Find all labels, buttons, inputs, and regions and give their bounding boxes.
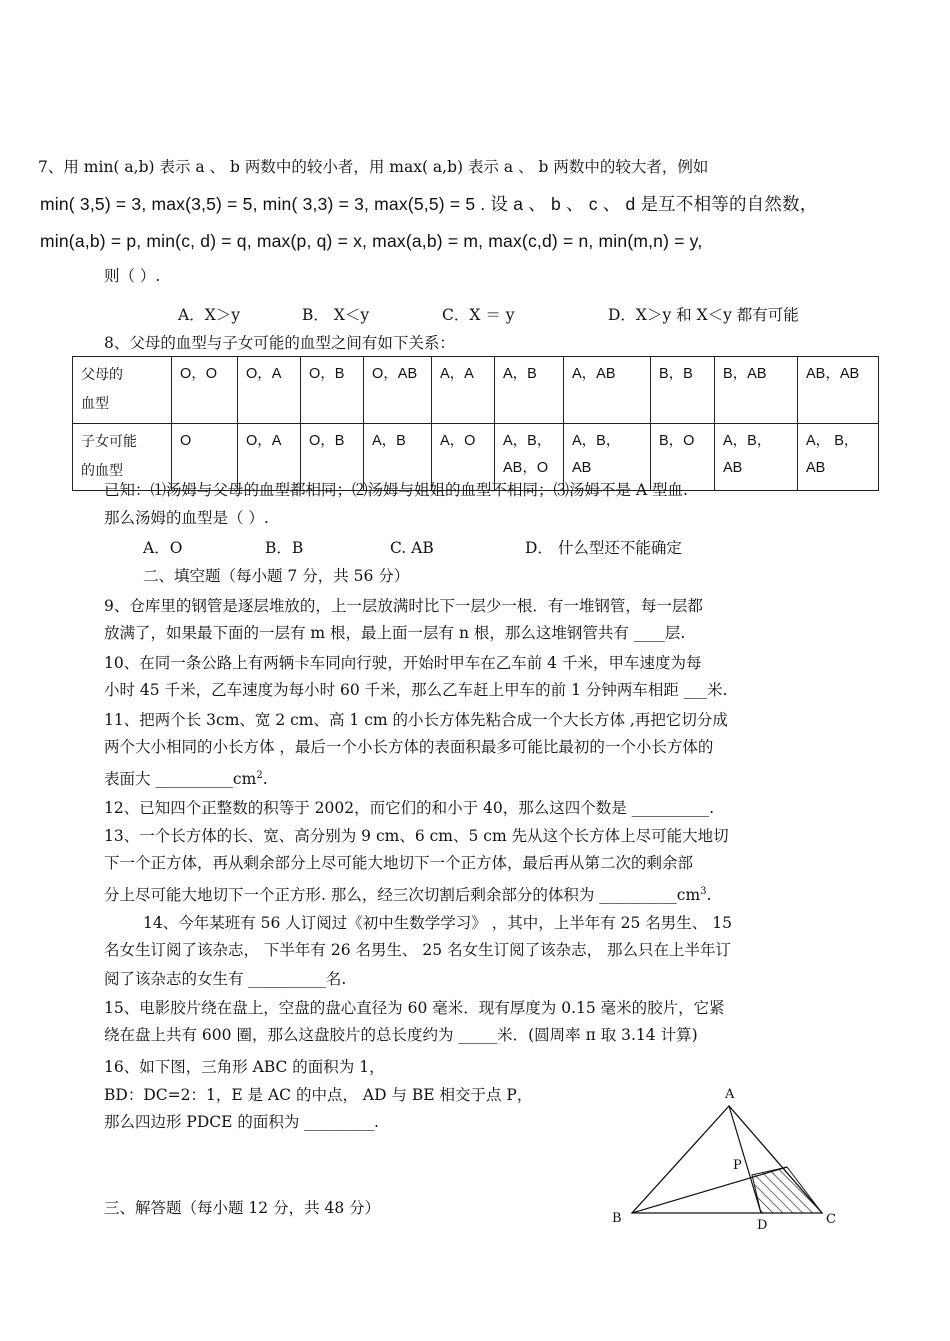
q8-question: 那么汤姆的血型是（ ）. bbox=[104, 509, 269, 527]
q11-line3 bbox=[104, 766, 268, 789]
q7-option-c: C．X ＝ y bbox=[442, 306, 515, 324]
q13-line1: 13、一个长方体的长、宽、高分别为 9 cm、6 cm、5 cm 先从这个长方体上尽可能大地切 bbox=[104, 827, 729, 845]
q13-end: . bbox=[706, 886, 712, 905]
q8-option-b: B．B bbox=[265, 539, 304, 557]
q7-line4: 则（ ）. bbox=[104, 267, 161, 285]
row-header-parents: 父母的 血型 bbox=[73, 357, 172, 424]
parents-cell: A，B bbox=[495, 357, 564, 424]
parents-cell: A，A bbox=[432, 357, 495, 424]
q7-line3: min(a,b) = p, min(c, d) = q, max(p, q) = x, max(a,b) = m, max(c,d) = n, min(m,n) = y, bbox=[40, 231, 703, 251]
row-header-children: 子女可能 的血型 bbox=[73, 424, 172, 491]
q7-option-d: D．X＞y 和 X＜y 都有可能 bbox=[608, 306, 799, 324]
section2-title: 二、填空题（每小题 7 分，共 56 分） bbox=[143, 567, 410, 585]
q9-line2: 放满了，如果最下面的一层有 m 根，最上面一层有 n 根，那么这堆钢管共有 ____层. bbox=[104, 624, 686, 642]
children-cell: O bbox=[172, 424, 238, 491]
q10-line1: 10、在同一条公路上有两辆卡车同向行驶，开始时甲车在乙车前 4 千米，甲车速度为每 bbox=[104, 654, 702, 672]
q12-line1: 12、已知四个正整数的积等于 2002，而它们的和小于 40，那么这四个数是 __________. bbox=[104, 799, 715, 817]
label-c: C bbox=[826, 1212, 836, 1227]
children-cell: O，B bbox=[301, 424, 364, 491]
parents-cell: B，AB bbox=[715, 357, 798, 424]
q11-line1: 11、把两个长 3cm、宽 2 cm、高 1 cm 的小长方体先粘合成一个大长方体 ,再把它切分成 bbox=[104, 711, 728, 729]
q8-intro: 8、父母的血型与子女可能的血型之间有如下关系： bbox=[104, 334, 455, 352]
q11-line2: 两个大小相同的小长方体 ，最后一个小长方体的表面积最多可能比最初的一个小长方体的 bbox=[104, 738, 714, 756]
children-cell: A，B， AB bbox=[564, 424, 651, 491]
q16-line2: BD：DC=2：1，E 是 AC 的中点， AD 与 BE 相交于点 P， bbox=[104, 1086, 533, 1104]
parents-cell: O，B bbox=[301, 357, 364, 424]
q8-known: 已知：⑴汤姆与父母的血型都相同；⑵汤姆与姐姐的血型不相同；⑶汤姆不是 A 型血. bbox=[104, 481, 688, 499]
q8-option-d: D． 什么型还不能确定 bbox=[525, 539, 682, 557]
q13-exponent: 3 bbox=[700, 886, 707, 897]
q7-line1: 7、用 min( a,b) 表示 a 、 b 两数中的较小者，用 max( a,b) 表示 a 、 b 两数中的较大者，例如 bbox=[38, 158, 709, 176]
q14-line3: 阅了该杂志的女生有 __________名. bbox=[104, 970, 347, 988]
q7-option-b: B． X＜y bbox=[302, 306, 370, 324]
children-cell: B，O bbox=[651, 424, 715, 491]
q13-line2: 下一个正方体，再从剩余部分上尽可能大地切下一个正方体，最后再从第二次的剩余部 bbox=[104, 854, 694, 872]
q16-line1: 16、如下图，三角形 ABC 的面积为 1， bbox=[104, 1058, 385, 1076]
q11-exponent: 2 bbox=[256, 770, 263, 781]
children-cell: A， B， AB bbox=[798, 424, 879, 491]
children-cell: A，O bbox=[432, 424, 495, 491]
table-row-parents bbox=[73, 357, 879, 424]
q14-line2: 名女生订阅了该杂志， 下半年有 26 名男生、 25 名女生订阅了该杂志， 那么只在上半年订 bbox=[104, 941, 732, 959]
parents-cell: B，B bbox=[651, 357, 715, 424]
children-cell: A，B bbox=[364, 424, 432, 491]
q11-end: . bbox=[262, 770, 268, 789]
q7-option-a: A．X＞y bbox=[178, 306, 240, 324]
q14-line1: 14、今年某班有 56 人订阅过《初中生数学学习》 ，其中，上半年有 25 名男生、 15 bbox=[143, 914, 732, 932]
children-cell: O，A bbox=[238, 424, 301, 491]
q13-line3 bbox=[104, 882, 711, 905]
parents-cell: A，AB bbox=[564, 357, 651, 424]
label-p: P bbox=[733, 1158, 742, 1173]
q15-line1: 15、电影胶片绕在盘上，空盘的盘心直径为 60 毫米．现有厚度为 0.15 毫米的胶片，它紧 bbox=[104, 999, 725, 1017]
label-b: B bbox=[612, 1211, 622, 1226]
parents-cell: O，A bbox=[238, 357, 301, 424]
q16-line3: 那么四边形 PDCE 的面积为 _________. bbox=[104, 1113, 379, 1131]
children-cell: A，B， AB bbox=[715, 424, 798, 491]
parents-cell: O，AB bbox=[364, 357, 432, 424]
label-a: A bbox=[725, 1087, 735, 1102]
q15-line2: 绕在盘上共有 600 圈，那么这盘胶片的总长度约为 _____米．(圆周率 π 取 3.14 计算) bbox=[104, 1026, 698, 1044]
q11-line3-text: 表面大 __________cm bbox=[104, 770, 257, 789]
parents-cell: AB，AB bbox=[798, 357, 879, 424]
q10-line2: 小时 45 千米，乙车速度为每小时 60 千米，那么乙车赶上甲车的前 1 分钟两车相距 ___米. bbox=[104, 681, 728, 699]
triangle-figure bbox=[605, 1085, 845, 1235]
q7-line2: min( 3,5) = 3, max(3,5) = 5, min( 3,3) = 3, max(5,5) = 5 . 设 a 、 b 、 c 、 d 是互不相等的自然数， bbox=[40, 194, 818, 214]
children-cell: A，B， AB，O bbox=[495, 424, 564, 491]
q8-option-a: A．O bbox=[143, 539, 183, 557]
q8-option-c: C. AB bbox=[390, 539, 434, 557]
blood-type-table bbox=[72, 356, 879, 491]
section3-title: 三、解答题（每小题 12 分，共 48 分） bbox=[104, 1199, 381, 1217]
label-d: D bbox=[757, 1218, 768, 1233]
q13-line3-text: 分上尽可能大地切下一个正方形. 那么，经三次切割后剩余部分的体积为 __________cm bbox=[104, 886, 701, 905]
q9-line1: 9、仓库里的钢管是逐层堆放的，上一层放满时比下一层少一根．有一堆钢管，每一层都 bbox=[104, 597, 703, 615]
parents-cell: O，O bbox=[172, 357, 238, 424]
